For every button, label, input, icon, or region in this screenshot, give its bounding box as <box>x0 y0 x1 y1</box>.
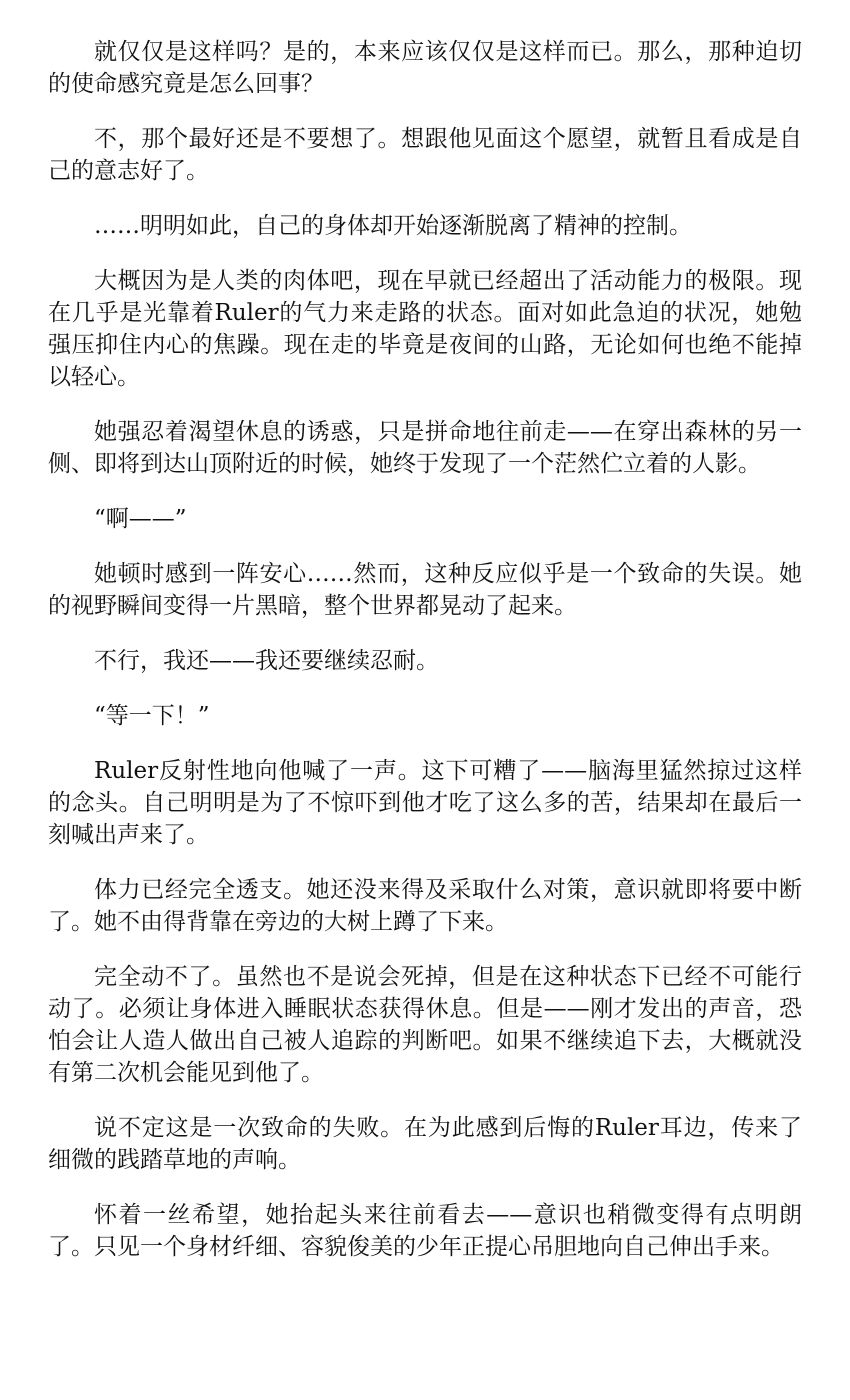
paragraph: 怀着一丝希望，她抬起头来往前看去——意识也稍微变得有点明朗了。只见一个身材纤细、容貌俊美的少年正提心吊胆地向自己伸出手来。 <box>48 1202 802 1260</box>
paragraph: Ruler反射性地向他喊了一声。这下可糟了——脑海里猛然掠过这样的念头。自己明明是为了不惊吓到他才吃了这么多的苦，结果却在最后一刻喊出声来了。 <box>48 758 802 848</box>
paragraph: 她强忍着渴望休息的诱惑，只是拼命地往前走——在穿出森林的另一侧、即将到达山顶附近的时候，她终于发现了一个茫然伫立着的人影。 <box>48 419 802 477</box>
paragraph: 说不定这是一次致命的失败。在为此感到后悔的Ruler耳边，传来了细微的践踏草地的声响。 <box>48 1115 802 1173</box>
paragraph: 不行，我还——我还要继续忍耐。 <box>94 648 439 674</box>
paragraph: 不，那个最好还是不要想了。想跟他见面这个愿望，就暂且看成是自己的意志好了。 <box>48 126 802 184</box>
paragraph: “啊——” <box>94 506 187 532</box>
paragraph: 大概因为是人类的肉体吧，现在早就已经超出了活动能力的极限。现在几乎是光靠着Ruler的气力来走路的状态。面对如此急迫的状况，她勉强压抑住内心的焦躁。现在走的毕竟是夜间的山路，无论如何也绝不能掉以轻心。 <box>48 268 802 390</box>
paragraph: 她顿时感到一阵安心……然而，这种反应似乎是一个致命的失误。她的视野瞬间变得一片黑暗，整个世界都晃动了起来。 <box>48 561 802 619</box>
paragraph: ……明明如此，自己的身体却开始逐渐脱离了精神的控制。 <box>94 213 692 239</box>
paragraph: 完全动不了。虽然也不是说会死掉，但是在这种状态下已经不可能行动了。必须让身体进入睡眠状态获得休息。但是——刚才发出的声音，恐怕会让人造人做出自己被人追踪的判断吧。如果不继续追下去，大概就没有第二次机会能见到他了。 <box>48 964 802 1086</box>
paragraph: 体力已经完全透支。她还没来得及采取什么对策，意识就即将要中断了。她不由得背靠在旁边的大树上蹲了下来。 <box>48 877 802 935</box>
paragraph: “等一下！” <box>94 703 210 729</box>
paragraph: 就仅仅是这样吗？是的，本来应该仅仅是这样而已。那么，那种迫切的使命感究竟是怎么回事？ <box>48 39 802 97</box>
